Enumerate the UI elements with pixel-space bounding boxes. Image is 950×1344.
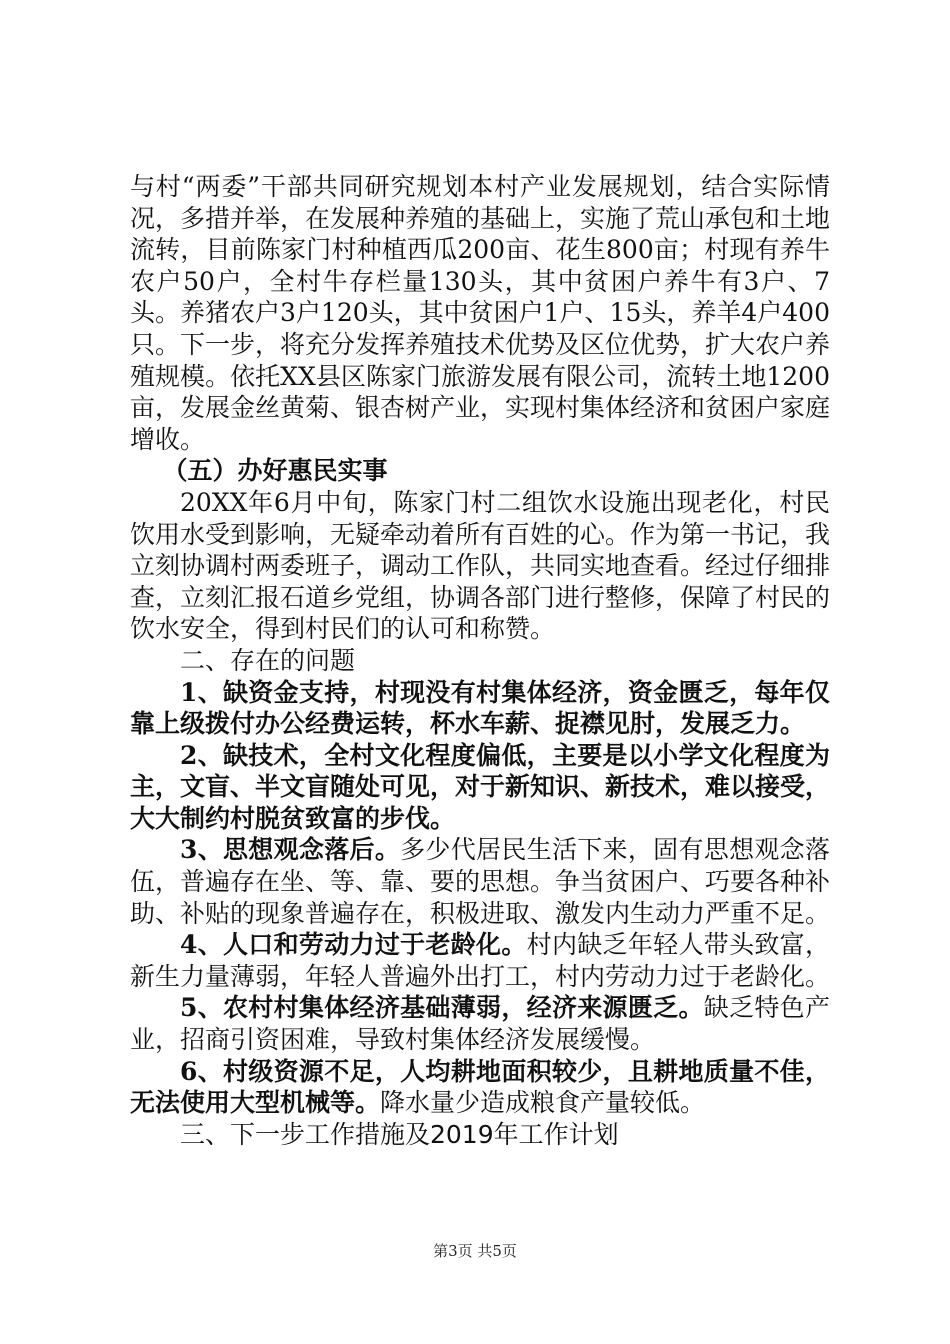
page-number-footer: 第3页 共5页: [433, 1242, 517, 1260]
problem-item-6-lead: 6、村级资源不足，人均耕地面积较少，且耕地质量不佳，无法使用大型机械等。: [130, 1056, 830, 1118]
problem-item-4: [130, 929, 830, 992]
problem-item-3-text: 多少代居民生活下来，固有思想观念落伍，普遍存在坐、等、靠、要的思想。争当贫困户、巧要各种补助、补贴的现象普遍存在，积极进取、激发内生动力严重不足。: [130, 835, 831, 928]
problem-item-4-lead: 4、人口和劳动力过于老龄化。: [180, 930, 527, 960]
problem-item-2: 2、缺技术，全村文化程度偏低，主要是以小学文化程度为主，文盲、半文盲随处可见，对于新知识、新技术，难以接受，大大制约村脱贫致富的步伐。: [130, 740, 831, 833]
problem-item-1: 1、缺资金支持，村现没有村集体经济，资金匮乏，每年仅靠上级拨付办公经费运转，杯水车薪、捉襟见肘，发展乏力。: [130, 677, 830, 739]
problem-item-5-lead: 5、农村村集体经济基础薄弱，经济来源匮乏。: [180, 993, 704, 1023]
problem-item-5: [130, 992, 830, 1055]
problem-item-6-text: 降水量少造成粮食产量较低。: [380, 1088, 706, 1118]
problem-item-6: [130, 1056, 830, 1119]
section-heading-next-steps: 三、下一步工作措施及2019年工作计划: [180, 1119, 619, 1149]
paragraph-drinking-water: 20XX年6月中旬，陈家门村二组饮水设施出现老化，村民饮用水受到影响，无疑牵动着所有百姓的心。作为第一书记，我立刻协调村两委班子，调动工作队，共同实地查看。经过仔细排查，立刻汇报石道乡党组，协调各部门进行整修，保障了村民的饮水安全，得到村民们的认可和称赞。: [130, 487, 831, 644]
page-body: [130, 171, 830, 1150]
problem-item-3-lead: 3、思想观念落后。: [180, 835, 401, 865]
paragraph-industry-development: 与村“两委”干部共同研究规划本村产业发展规划，结合实际情况，多措并举，在发展种养殖的基础上，实施了荒山承包和土地流转，目前陈家门村种植西瓜200亩、花生800亩；村现有养牛农户50户，全村牛存栏量130头，其中贫困户养牛有3户、7头。养猪农户3户120头，其中贫困户1户、15头，养羊4户400只。下一步，将充分发挥养殖技术优势及区位优势，扩大农户养殖规模。依托XX县区陈家门旅游发展有限公司，流转土地1200亩，发展金丝黄菊、银杏树产业，实现村集体经济和贫困户家庭增收。: [130, 172, 831, 454]
heading-benefit-people: （五）办好惠民实事: [162, 456, 388, 486]
problem-item-4-text: 村内缺乏年轻人带头致富，新生力量薄弱，年轻人普遍外出打工，村内劳动力过于老龄化。: [130, 930, 831, 991]
section-heading-problems: 二、存在的问题: [180, 645, 356, 675]
problem-item-5-text: 缺乏特色产业，招商引资困难，导致村集体经济发展缓慢。: [130, 993, 830, 1055]
problem-item-3: [130, 834, 830, 929]
